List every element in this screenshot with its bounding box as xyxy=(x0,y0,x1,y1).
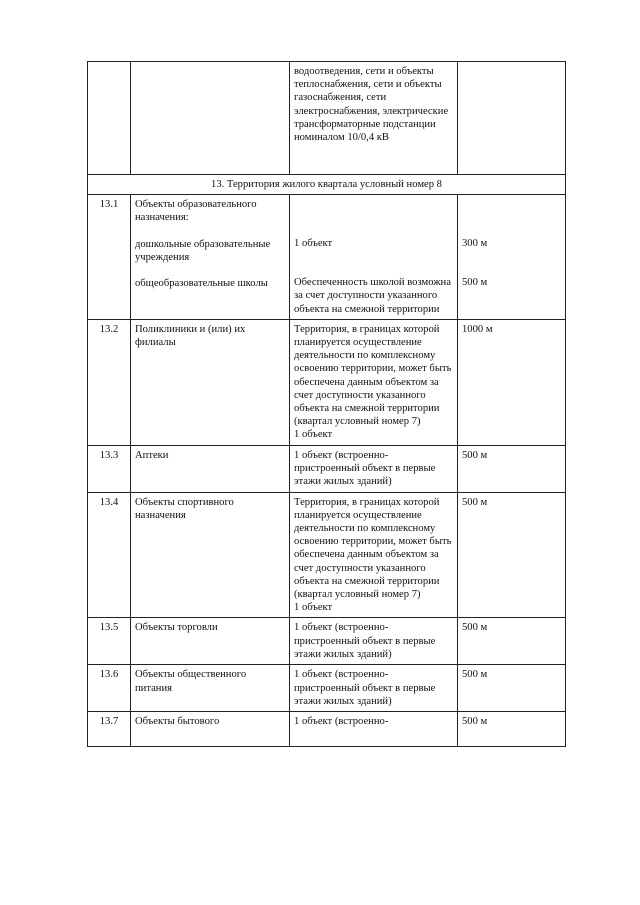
row-name: Объекты общественного питания xyxy=(131,665,290,712)
row-number: 13.5 xyxy=(88,618,131,665)
row-distance: 1000 м xyxy=(458,319,566,445)
requirement-text: Территория, в границах которой планируется осуществление деятельности по комплексному освоению территории, может быть обеспечена данным объектом за счет доступности указанного объекта на смежной территории (квартал условный номер 7) xyxy=(294,496,452,601)
row-number: 13.4 xyxy=(88,492,131,618)
table-cell xyxy=(458,195,566,320)
row-number: 13.2 xyxy=(88,319,131,445)
row-name: Объекты образовательного назначения: xyxy=(135,199,257,224)
requirement-count: 1 объект xyxy=(294,602,333,614)
requirement-count: 1 объект xyxy=(294,429,333,441)
row-name: Объекты спортивного назначения xyxy=(131,492,290,618)
table-row xyxy=(88,665,566,712)
row-number: 13.6 xyxy=(88,665,131,712)
table-cell xyxy=(131,195,290,320)
row-requirement: 1 объект (встроенно-пристроенный объект в первые этажи жилых зданий) xyxy=(290,665,458,712)
row-number: 13.7 xyxy=(88,712,131,747)
row-distance: 500 м xyxy=(458,445,566,492)
sub-item-distance: 300 м xyxy=(462,238,488,250)
section-title: 13. Территория жилого квартала условный номер 8 xyxy=(88,175,566,195)
table-row xyxy=(88,62,566,175)
row-requirement: 1 объект (встроенно-пристроенный объект в первые этажи жилых зданий) xyxy=(290,445,458,492)
table-cell xyxy=(458,62,566,175)
row-distance: 500 м xyxy=(458,618,566,665)
row-distance: 500 м xyxy=(458,492,566,618)
row-name: Объекты бытового xyxy=(131,712,290,747)
table-row xyxy=(88,445,566,492)
row-name: Поликлиники и (или) их филиалы xyxy=(131,319,290,445)
row-requirement: 1 объект (встроенно-пристроенный объект в первые этажи жилых зданий) xyxy=(290,618,458,665)
section-header-row xyxy=(88,175,566,195)
table-row xyxy=(88,319,566,445)
row-distance: 500 м xyxy=(458,665,566,712)
row-name: Аптеки xyxy=(131,445,290,492)
table-row xyxy=(88,195,566,320)
sub-item-requirement: Обеспеченность школой возможна за счет доступности указанного объекта на смежной территории xyxy=(294,277,451,315)
table-cell: водоотведения, сети и объекты теплоснабжения, сети и объекты газоснабжения, сети электроснабжения, электрические трансформаторные подстанции номиналом 10/0,4 кВ xyxy=(290,62,458,175)
sub-item-distance: 500 м xyxy=(462,277,488,289)
row-distance: 500 м xyxy=(458,712,566,747)
table-cell xyxy=(290,319,458,445)
table-cell xyxy=(290,195,458,320)
table-cell xyxy=(88,62,131,175)
table-row xyxy=(88,712,566,747)
row-number: 13.1 xyxy=(88,195,131,320)
requirements-table xyxy=(87,61,566,747)
table-cell xyxy=(131,62,290,175)
row-name: Объекты торговли xyxy=(131,618,290,665)
table-row xyxy=(88,492,566,618)
table-row xyxy=(88,618,566,665)
row-requirement: 1 объект (встроенно- xyxy=(290,712,458,747)
sub-item-name: дошкольные образовательные учреждения xyxy=(135,238,271,263)
row-number: 13.3 xyxy=(88,445,131,492)
sub-item-name: общеобразовательные школы xyxy=(135,278,268,290)
sub-item-requirement: 1 объект xyxy=(294,238,333,250)
requirement-text: Территория, в границах которой планируется осуществление деятельности по комплексному освоению территории, может быть обеспечена данным объектом за счет доступности указанного объекта на смежной территории (квартал условный номер 7) xyxy=(294,323,452,428)
table-cell xyxy=(290,492,458,618)
